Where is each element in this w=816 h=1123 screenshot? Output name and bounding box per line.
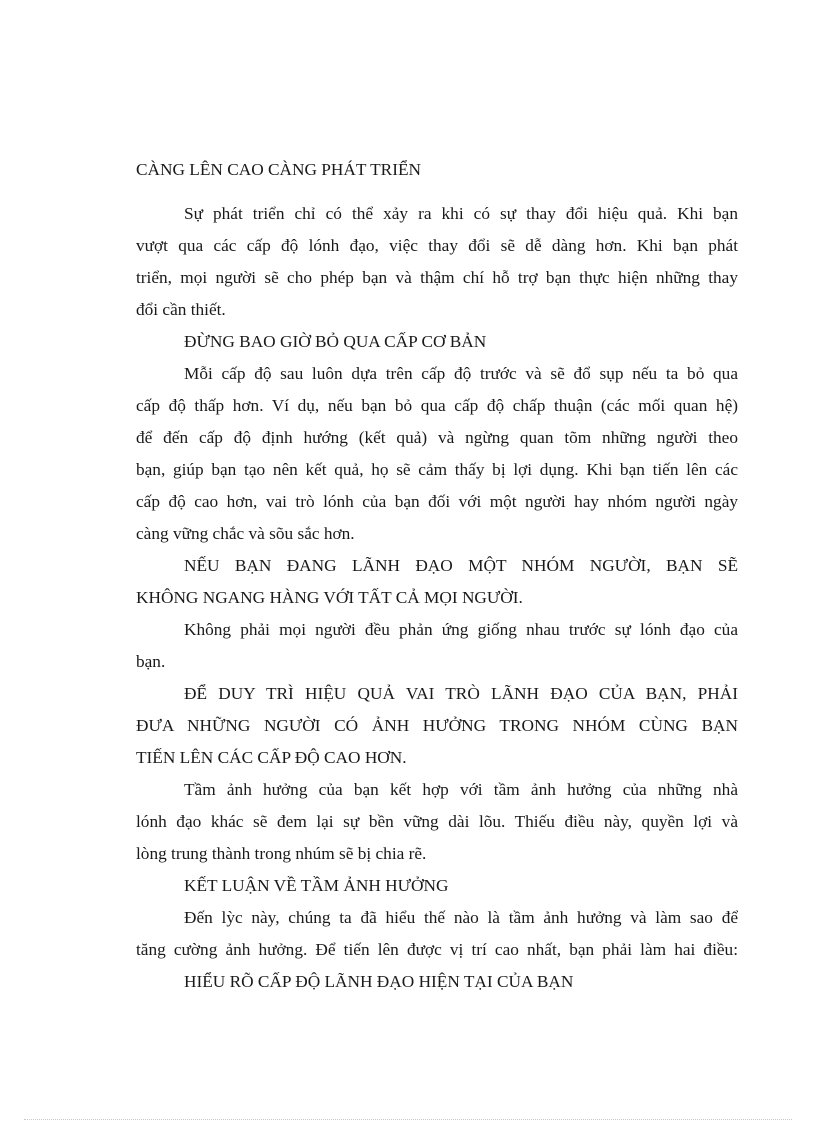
paragraph-line: lòng trung thành trong nhúm sẽ bị chia rẽ. [136, 844, 427, 863]
page-bottom-divider [24, 1119, 792, 1120]
section-heading: TIẾN LÊN CÁC CẤP ĐỘ CAO HƠN. [136, 748, 407, 767]
section-heading: KẾT LUẬN VỀ TẦM ẢNH HƯỞNG [184, 876, 449, 895]
paragraph-line: vượt qua các cấp độ lónh đạo, việc thay đổi sẽ dễ dàng hơn. Khi bạn phát [136, 236, 738, 255]
paragraph-line: đổi cần thiết. [136, 300, 226, 319]
section-heading: HIỂU RÕ CẤP ĐỘ LÃNH ĐẠO HIỆN TẠI CỦA BẠN [184, 972, 574, 991]
section-heading: ĐỂ DUY TRÌ HIỆU QUẢ VAI TRÒ LÃNH ĐẠO CỦA BẠN, PHẢI [184, 684, 738, 703]
section-heading: ĐỪNG BAO GIỜ BỎ QUA CẤP CƠ BẢN [184, 332, 487, 351]
paragraph-line: Không phải mọi người đều phản ứng giống nhau trước sự lónh đạo của [184, 620, 738, 639]
paragraph-line: để đến cấp độ định hướng (kết quả) và ngừng quan tõm những người theo [136, 428, 738, 447]
paragraph-line: bạn. [136, 652, 166, 671]
paragraph-line: càng vững chắc và sõu sắc hơn. [136, 524, 355, 543]
paragraph-line: Tầm ảnh hưởng của bạn kết hợp với tầm ảnh hưởng của những nhà [184, 780, 738, 799]
section-heading: KHÔNG NGANG HÀNG VỚI TẤT CẢ MỌI NGƯỜI. [136, 588, 523, 607]
paragraph-line: Sự phát triển chỉ có thể xảy ra khi có sự thay đổi hiệu quả. Khi bạn [184, 204, 738, 223]
paragraph-line: Đến lỳc này, chúng ta đã hiểu thế nào là tầm ảnh hưởng và làm sao để [184, 908, 738, 927]
section-heading: CÀNG LÊN CAO CÀNG PHÁT TRIỂN [136, 160, 421, 179]
paragraph-line: cấp độ thấp hơn. Ví dụ, nếu bạn bỏ qua cấp độ chấp thuận (các mối quan hệ) [136, 396, 738, 415]
paragraph-line: bạn, giúp bạn tạo nên kết quả, họ sẽ cảm thấy bị lợi dụng. Khi bạn tiến lên các [136, 460, 738, 479]
paragraph-line: cấp độ cao hơn, vai trò lónh của bạn đối với một người hay nhóm người ngày [136, 492, 738, 511]
paragraph-line: triển, mọi người sẽ cho phép bạn và thậm chí hỗ trợ bạn thực hiện những thay [136, 268, 738, 287]
paragraph-line: tăng cường ảnh hưởng. Để tiến lên được vị trí cao nhất, bạn phải làm hai điều: [136, 940, 738, 959]
section-heading: NẾU BẠN ĐANG LÃNH ĐẠO MỘT NHÓM NGƯỜI, BẠN SẼ [184, 556, 738, 575]
section-heading: ĐƯA NHỮNG NGƯỜI CÓ ẢNH HƯỞNG TRONG NHÓM CÙNG BẠN [136, 716, 738, 735]
paragraph-line: Mỗi cấp độ sau luôn dựa trên cấp độ trước và sẽ đổ sụp nếu ta bỏ qua [184, 364, 738, 383]
paragraph-line: lónh đạo khác sẽ đem lại sự bền vững dài lõu. Thiếu điều này, quyền lợi và [136, 812, 738, 831]
